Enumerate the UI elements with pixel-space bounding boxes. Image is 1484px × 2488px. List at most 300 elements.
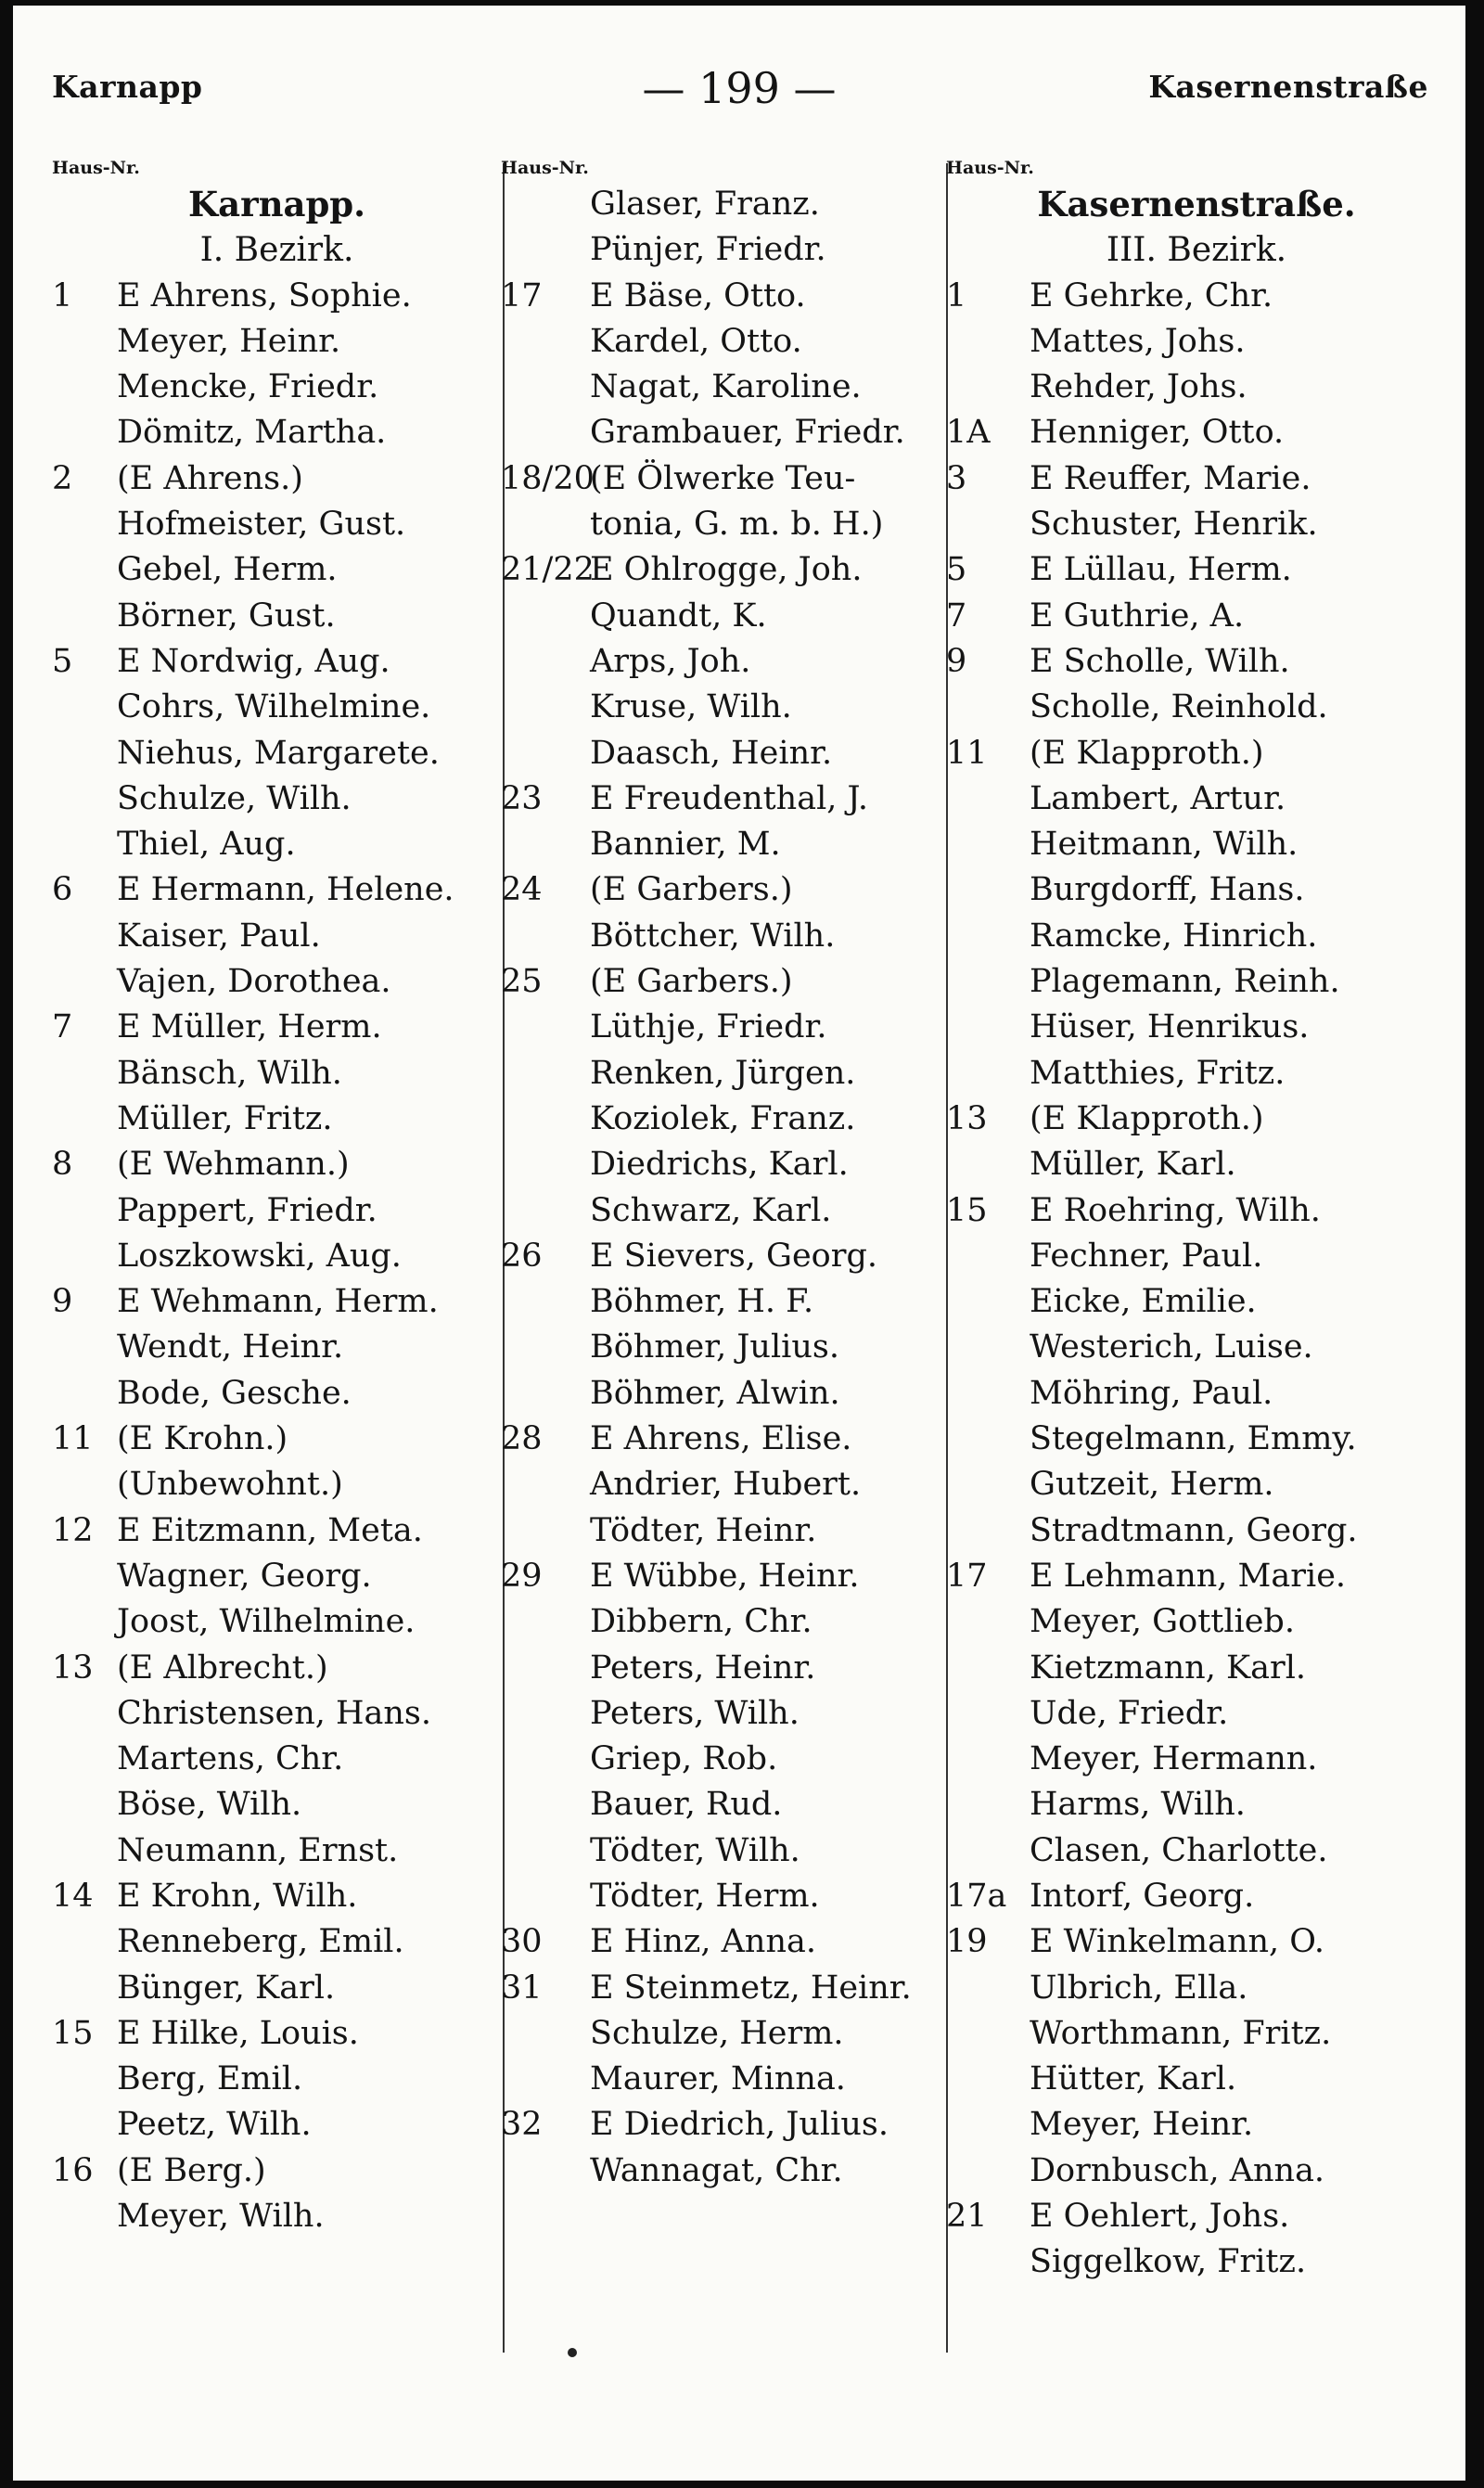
resident-name: Pünjer, Friedr. bbox=[590, 231, 826, 269]
section-heading bbox=[946, 227, 1447, 273]
directory-line bbox=[946, 731, 1447, 776]
directory-line bbox=[946, 1325, 1447, 1370]
resident-name: Rehder, Johs. bbox=[1030, 368, 1247, 406]
directory-line bbox=[52, 2148, 502, 2194]
house-number: 9 bbox=[946, 642, 967, 680]
resident-name: Renken, Jürgen. bbox=[590, 1054, 856, 1092]
resident-name: Bannier, M. bbox=[590, 826, 781, 864]
resident-name: E Winkelmann, O. bbox=[1030, 1923, 1325, 1961]
directory-line bbox=[946, 1646, 1447, 1691]
directory-line bbox=[946, 1279, 1447, 1325]
column-label: Haus-Nr. bbox=[52, 158, 140, 178]
directory-line bbox=[946, 2239, 1447, 2285]
directory-line bbox=[52, 1919, 502, 1965]
resident-name: Plagemann, Reinh. bbox=[1030, 963, 1340, 1001]
resident-name: E Wehmann, Herm. bbox=[117, 1283, 439, 1321]
resident-name: Bänsch, Wilh. bbox=[117, 1054, 342, 1092]
directory-line bbox=[501, 1599, 944, 1645]
house-number: 30 bbox=[501, 1923, 543, 1961]
house-number: 13 bbox=[52, 1648, 94, 1686]
directory-line bbox=[501, 319, 944, 365]
resident-name: Heitmann, Wilh. bbox=[1030, 826, 1298, 864]
directory-line bbox=[946, 274, 1447, 319]
resident-name: Meyer, Wilh. bbox=[117, 2198, 325, 2236]
resident-name: E Ahrens, Elise. bbox=[590, 1420, 852, 1458]
resident-name: E Ahrens, Sophie. bbox=[117, 276, 412, 314]
directory-line bbox=[501, 502, 944, 547]
resident-name: Bode, Gesche. bbox=[117, 1374, 352, 1412]
directory-line bbox=[501, 456, 944, 502]
resident-name: Diedrichs, Karl. bbox=[590, 1146, 849, 1184]
house-number: 5 bbox=[52, 642, 73, 680]
resident-name: E Hilke, Louis. bbox=[117, 2014, 359, 2052]
house-number: 16 bbox=[52, 2151, 94, 2189]
resident-name: Lüthje, Friedr. bbox=[590, 1008, 827, 1046]
resident-name: E Hermann, Helene. bbox=[117, 871, 454, 909]
resident-name: Andrier, Hubert. bbox=[590, 1466, 862, 1504]
directory-line bbox=[946, 2148, 1447, 2194]
resident-name: Peetz, Wilh. bbox=[117, 2106, 312, 2144]
resident-name: E Ohlrogge, Joh. bbox=[590, 551, 863, 589]
resident-name: E Steinmetz, Heinr. bbox=[590, 1969, 912, 2007]
resident-name: Mencke, Friedr. bbox=[117, 368, 379, 406]
directory-line bbox=[946, 456, 1447, 502]
running-head-right: Kasernenstraße bbox=[1148, 69, 1428, 105]
page-number: — 199 — bbox=[642, 63, 837, 113]
column-2 bbox=[501, 154, 944, 2362]
resident-name: Thiel, Aug. bbox=[117, 826, 296, 864]
directory-line bbox=[501, 1508, 944, 1554]
directory-line bbox=[501, 1371, 944, 1417]
directory-line bbox=[946, 1508, 1447, 1554]
directory-line bbox=[52, 914, 502, 959]
column-1 bbox=[52, 154, 502, 2362]
directory-line bbox=[501, 1142, 944, 1187]
resident-name: Meyer, Heinr. bbox=[117, 322, 341, 360]
directory-line bbox=[52, 1646, 502, 1691]
resident-name: (E Ahrens.) bbox=[117, 459, 303, 497]
resident-name: E Krohn, Wilh. bbox=[117, 1877, 358, 1915]
resident-name: Grambauer, Friedr. bbox=[590, 414, 905, 452]
directory-line bbox=[501, 2011, 944, 2057]
directory-line bbox=[946, 594, 1447, 639]
ink-dot bbox=[568, 2348, 577, 2357]
column-label: Haus-Nr. bbox=[501, 158, 589, 178]
resident-name: (Unbewohnt.) bbox=[117, 1466, 343, 1504]
house-number: 31 bbox=[501, 1969, 543, 2007]
directory-line bbox=[946, 776, 1447, 822]
directory-line bbox=[52, 1737, 502, 1782]
directory-line bbox=[501, 410, 944, 455]
house-number: 11 bbox=[946, 734, 988, 772]
directory-line bbox=[501, 2148, 944, 2194]
resident-name: Kaiser, Paul. bbox=[117, 917, 321, 955]
directory-line bbox=[946, 639, 1447, 685]
directory-line bbox=[946, 1234, 1447, 1279]
resident-name: Wagner, Georg. bbox=[117, 1557, 372, 1595]
resident-name: Clasen, Charlotte. bbox=[1030, 1831, 1328, 1869]
directory-line bbox=[946, 1554, 1447, 1599]
directory-line bbox=[501, 594, 944, 639]
house-number: 5 bbox=[946, 551, 967, 589]
resident-name: Meyer, Hermann. bbox=[1030, 1740, 1318, 1778]
resident-name: E Diedrich, Julius. bbox=[590, 2106, 889, 2144]
section-heading bbox=[946, 182, 1447, 227]
resident-name: Müller, Fritz. bbox=[117, 1099, 333, 1137]
resident-name: Worthmann, Fritz. bbox=[1030, 2014, 1332, 2052]
running-head-left: Karnapp bbox=[52, 69, 203, 105]
resident-name: Neumann, Ernst. bbox=[117, 1831, 399, 1869]
house-number: 12 bbox=[52, 1511, 94, 1549]
resident-name: Gutzeit, Herm. bbox=[1030, 1466, 1274, 1504]
directory-line bbox=[501, 959, 944, 1005]
district-title: III. Bezirk. bbox=[1106, 231, 1287, 270]
house-number: 1A bbox=[946, 414, 991, 452]
directory-line bbox=[501, 1279, 944, 1325]
resident-name: Gebel, Herm. bbox=[117, 551, 338, 589]
directory-line bbox=[52, 1691, 502, 1737]
resident-name: Böttcher, Wilh. bbox=[590, 917, 836, 955]
resident-name: (E Klapproth.) bbox=[1030, 1099, 1264, 1137]
directory-line bbox=[52, 1371, 502, 1417]
resident-name: Dibbern, Chr. bbox=[590, 1603, 812, 1641]
directory-line bbox=[52, 502, 502, 547]
directory-line bbox=[501, 2102, 944, 2148]
directory-line bbox=[52, 365, 502, 410]
directory-line bbox=[946, 502, 1447, 547]
directory-line bbox=[946, 1919, 1447, 1965]
resident-name: (E Krohn.) bbox=[117, 1420, 288, 1458]
directory-line bbox=[946, 1051, 1447, 1097]
resident-name: Berg, Emil. bbox=[117, 2060, 303, 2098]
resident-name: Siggelkow, Fritz. bbox=[1030, 2243, 1307, 2281]
resident-name: Quandt, K. bbox=[590, 596, 767, 635]
directory-line bbox=[52, 1325, 502, 1370]
resident-name: Möhring, Paul. bbox=[1030, 1374, 1273, 1412]
directory-line bbox=[52, 867, 502, 913]
resident-name: Christensen, Hans. bbox=[117, 1694, 432, 1732]
house-number: 2 bbox=[52, 459, 73, 497]
resident-name: Westerich, Luise. bbox=[1030, 1328, 1313, 1366]
resident-name: Tödter, Herm. bbox=[590, 1877, 820, 1915]
directory-line bbox=[52, 776, 502, 822]
directory-line bbox=[946, 1966, 1447, 2011]
directory-line bbox=[501, 1462, 944, 1507]
directory-line bbox=[52, 1554, 502, 1599]
resident-name: E Guthrie, A. bbox=[1030, 596, 1245, 635]
directory-line bbox=[946, 2194, 1447, 2239]
house-number: 19 bbox=[946, 1923, 988, 1961]
directory-line bbox=[52, 731, 502, 776]
house-number: 21/22 bbox=[501, 551, 595, 589]
resident-name: E Scholle, Wilh. bbox=[1030, 642, 1290, 680]
directory-line bbox=[52, 1051, 502, 1097]
directory-line bbox=[946, 1782, 1447, 1828]
resident-name: Maurer, Minna. bbox=[590, 2060, 846, 2098]
column-3 bbox=[946, 154, 1447, 2362]
directory-line bbox=[946, 2057, 1447, 2102]
resident-name: Hüser, Henrikus. bbox=[1030, 1008, 1310, 1046]
directory-line bbox=[52, 319, 502, 365]
directory-line bbox=[52, 1005, 502, 1050]
directory-line bbox=[501, 182, 944, 227]
resident-name: Schwarz, Karl. bbox=[590, 1191, 832, 1229]
directory-line bbox=[501, 867, 944, 913]
directory-line bbox=[52, 1142, 502, 1187]
resident-name: Pappert, Friedr. bbox=[117, 1191, 377, 1229]
page bbox=[13, 6, 1465, 2481]
resident-name: Kardel, Otto. bbox=[590, 322, 802, 360]
street-title: Kasernenstraße. bbox=[1037, 184, 1356, 224]
resident-name: Tödter, Heinr. bbox=[590, 1511, 817, 1549]
resident-name: Daasch, Heinr. bbox=[590, 734, 833, 772]
directory-line bbox=[946, 1462, 1447, 1507]
directory-line bbox=[52, 594, 502, 639]
directory-line bbox=[946, 1737, 1447, 1782]
directory-line bbox=[52, 2102, 502, 2148]
directory-line bbox=[946, 1188, 1447, 1234]
directory-line bbox=[946, 1874, 1447, 1919]
resident-name: E Eitzmann, Meta. bbox=[117, 1511, 423, 1549]
house-number: 28 bbox=[501, 1420, 543, 1458]
directory-line bbox=[501, 1828, 944, 1874]
resident-name: E Hinz, Anna. bbox=[590, 1923, 816, 1961]
directory-line bbox=[501, 1234, 944, 1279]
directory-line bbox=[501, 1966, 944, 2011]
house-number: 7 bbox=[52, 1008, 73, 1046]
directory-line bbox=[946, 1142, 1447, 1187]
directory-line bbox=[946, 319, 1447, 365]
directory-line bbox=[501, 1737, 944, 1782]
directory-line bbox=[946, 914, 1447, 959]
directory-line bbox=[946, 2011, 1447, 2057]
resident-name: E Roehring, Wilh. bbox=[1030, 1191, 1321, 1229]
resident-name: Wendt, Heinr. bbox=[117, 1328, 344, 1366]
house-number: 26 bbox=[501, 1237, 543, 1275]
resident-name: Burgdorff, Hans. bbox=[1030, 871, 1305, 909]
directory-line bbox=[52, 685, 502, 730]
resident-name: Mattes, Johs. bbox=[1030, 322, 1246, 360]
directory-line bbox=[946, 959, 1447, 1005]
directory-line bbox=[946, 1097, 1447, 1142]
resident-name: Martens, Chr. bbox=[117, 1740, 344, 1778]
directory-line bbox=[501, 1417, 944, 1462]
directory-line bbox=[52, 2011, 502, 2057]
resident-name: Böhmer, Julius. bbox=[590, 1328, 839, 1366]
directory-line bbox=[52, 1782, 502, 1828]
directory-line bbox=[52, 456, 502, 502]
directory-line bbox=[501, 1646, 944, 1691]
house-number: 3 bbox=[946, 459, 967, 497]
directory-line bbox=[501, 822, 944, 867]
resident-name: Hofmeister, Gust. bbox=[117, 506, 406, 544]
resident-name: E Müller, Herm. bbox=[117, 1008, 382, 1046]
column-label: Haus-Nr. bbox=[946, 158, 1034, 178]
resident-name: (E Garbers.) bbox=[590, 963, 793, 1001]
house-number: 11 bbox=[52, 1420, 94, 1458]
section-heading bbox=[52, 182, 502, 227]
house-number: 7 bbox=[946, 596, 967, 635]
resident-name: tonia, G. m. b. H.) bbox=[590, 506, 884, 544]
house-number: 17a bbox=[946, 1877, 1007, 1915]
house-number: 15 bbox=[52, 2014, 94, 2052]
resident-name: Stegelmann, Emmy. bbox=[1030, 1420, 1357, 1458]
resident-name: (E Albrecht.) bbox=[117, 1648, 328, 1686]
directory-line bbox=[501, 1005, 944, 1050]
resident-name: Vajen, Dorothea. bbox=[117, 963, 391, 1001]
resident-name: Matthies, Fritz. bbox=[1030, 1054, 1286, 1092]
resident-name: Bauer, Rud. bbox=[590, 1786, 783, 1824]
house-number: 13 bbox=[946, 1099, 988, 1137]
resident-name: Intorf, Georg. bbox=[1030, 1877, 1255, 1915]
directory-line bbox=[52, 1097, 502, 1142]
directory-line bbox=[52, 1508, 502, 1554]
resident-name: (E Wehmann.) bbox=[117, 1146, 350, 1184]
resident-name: Böhmer, H. F. bbox=[590, 1283, 814, 1321]
resident-name: Arps, Joh. bbox=[590, 642, 751, 680]
resident-name: Harms, Wilh. bbox=[1030, 1786, 1246, 1824]
directory-line bbox=[946, 1691, 1447, 1737]
resident-name: (E Garbers.) bbox=[590, 871, 793, 909]
directory-line bbox=[501, 1188, 944, 1234]
resident-name: Meyer, Heinr. bbox=[1030, 2106, 1254, 2144]
house-number: 1 bbox=[946, 276, 967, 314]
resident-name: Müller, Karl. bbox=[1030, 1146, 1236, 1184]
street-title: Karnapp. bbox=[187, 184, 366, 224]
resident-name: Hütter, Karl. bbox=[1030, 2060, 1237, 2098]
house-number: 9 bbox=[52, 1283, 73, 1321]
directory-line bbox=[52, 2057, 502, 2102]
directory-line bbox=[501, 547, 944, 593]
directory-line bbox=[501, 1691, 944, 1737]
resident-name: Tödter, Wilh. bbox=[590, 1831, 800, 1869]
resident-name: Böse, Wilh. bbox=[117, 1786, 302, 1824]
house-number: 1 bbox=[52, 276, 73, 314]
house-number: 29 bbox=[501, 1557, 543, 1595]
resident-name: Scholle, Reinhold. bbox=[1030, 688, 1328, 726]
resident-name: Henniger, Otto. bbox=[1030, 414, 1285, 452]
resident-name: Loszkowski, Aug. bbox=[117, 1237, 402, 1275]
resident-name: Eicke, Emilie. bbox=[1030, 1283, 1257, 1321]
resident-name: Meyer, Gottlieb. bbox=[1030, 1603, 1295, 1641]
resident-name: E Gehrke, Chr. bbox=[1030, 276, 1273, 314]
resident-name: E Freudenthal, J. bbox=[590, 779, 868, 817]
directory-line bbox=[501, 1874, 944, 1919]
directory-line bbox=[501, 639, 944, 685]
directory-line bbox=[52, 1279, 502, 1325]
directory-line bbox=[946, 1828, 1447, 1874]
directory-line bbox=[946, 1005, 1447, 1050]
directory-line bbox=[501, 1097, 944, 1142]
resident-name: Dornbusch, Anna. bbox=[1030, 2151, 1325, 2189]
directory-line bbox=[946, 1417, 1447, 1462]
resident-name: Böhmer, Alwin. bbox=[590, 1374, 840, 1412]
directory-line bbox=[501, 1554, 944, 1599]
house-number: 32 bbox=[501, 2106, 543, 2144]
directory-line bbox=[501, 914, 944, 959]
resident-name: Koziolek, Franz. bbox=[590, 1099, 856, 1137]
resident-name: Börner, Gust. bbox=[117, 596, 336, 635]
directory-line bbox=[52, 274, 502, 319]
directory-line bbox=[52, 1462, 502, 1507]
resident-name: Cohrs, Wilhelmine. bbox=[117, 688, 431, 726]
resident-name: Lambert, Artur. bbox=[1030, 779, 1286, 817]
resident-name: (E Ölwerke Teu- bbox=[590, 459, 856, 497]
resident-name: (E Berg.) bbox=[117, 2151, 266, 2189]
directory-line bbox=[501, 1919, 944, 1965]
resident-name: Schulze, Wilh. bbox=[117, 779, 352, 817]
resident-name: Peters, Heinr. bbox=[590, 1648, 816, 1686]
directory-line bbox=[946, 685, 1447, 730]
resident-name: E Oehlert, Johs. bbox=[1030, 2198, 1290, 2236]
resident-name: E Lehmann, Marie. bbox=[1030, 1557, 1347, 1595]
directory-line bbox=[946, 1371, 1447, 1417]
resident-name: Griep, Rob. bbox=[590, 1740, 778, 1778]
directory-line bbox=[52, 1599, 502, 1645]
directory-line bbox=[501, 1325, 944, 1370]
resident-name: Fechner, Paul. bbox=[1030, 1237, 1263, 1275]
resident-name: E Bäse, Otto. bbox=[590, 276, 806, 314]
resident-name: Bünger, Karl. bbox=[117, 1969, 336, 2007]
resident-name: Wannagat, Chr. bbox=[590, 2151, 843, 2189]
directory-line bbox=[52, 639, 502, 685]
house-number: 23 bbox=[501, 779, 543, 817]
directory-line bbox=[501, 731, 944, 776]
resident-name: Joost, Wilhelmine. bbox=[117, 1603, 416, 1641]
resident-name: E Lüllau, Herm. bbox=[1030, 551, 1292, 589]
resident-name: Ude, Friedr. bbox=[1030, 1694, 1229, 1732]
directory-line bbox=[52, 547, 502, 593]
directory-line bbox=[946, 2102, 1447, 2148]
resident-name: E Wübbe, Heinr. bbox=[590, 1557, 860, 1595]
directory-line bbox=[52, 959, 502, 1005]
directory-line bbox=[52, 1417, 502, 1462]
directory-line bbox=[946, 547, 1447, 593]
house-number: 25 bbox=[501, 963, 543, 1001]
resident-name: E Sievers, Georg. bbox=[590, 1237, 877, 1275]
resident-name: Ulbrich, Ella. bbox=[1030, 1969, 1248, 2007]
directory-line bbox=[501, 365, 944, 410]
directory-line bbox=[501, 274, 944, 319]
resident-name: Kietzmann, Karl. bbox=[1030, 1648, 1307, 1686]
house-number: 24 bbox=[501, 871, 543, 909]
directory-line bbox=[946, 867, 1447, 913]
resident-name: Glaser, Franz. bbox=[590, 186, 820, 223]
house-number: 17 bbox=[501, 276, 543, 314]
house-number: 6 bbox=[52, 871, 73, 909]
resident-name: Schulze, Herm. bbox=[590, 2014, 844, 2052]
directory-line bbox=[501, 1051, 944, 1097]
resident-name: E Nordwig, Aug. bbox=[117, 642, 390, 680]
directory-line bbox=[52, 1828, 502, 1874]
resident-name: Niehus, Margarete. bbox=[117, 734, 440, 772]
house-number: 8 bbox=[52, 1146, 73, 1184]
resident-name: Stradtmann, Georg. bbox=[1030, 1511, 1358, 1549]
resident-name: Kruse, Wilh. bbox=[590, 688, 792, 726]
resident-name: Renneberg, Emil. bbox=[117, 1923, 404, 1961]
house-number: 14 bbox=[52, 1877, 94, 1915]
district-title: I. Bezirk. bbox=[199, 231, 354, 270]
resident-name: Nagat, Karoline. bbox=[590, 368, 862, 406]
house-number: 17 bbox=[946, 1557, 988, 1595]
house-number: 18/20 bbox=[501, 459, 595, 497]
house-number: 21 bbox=[946, 2198, 988, 2236]
directory-line bbox=[501, 227, 944, 273]
directory-line bbox=[501, 685, 944, 730]
directory-line bbox=[946, 410, 1447, 455]
resident-name: Dömitz, Martha. bbox=[117, 414, 387, 452]
directory-line bbox=[501, 2057, 944, 2102]
